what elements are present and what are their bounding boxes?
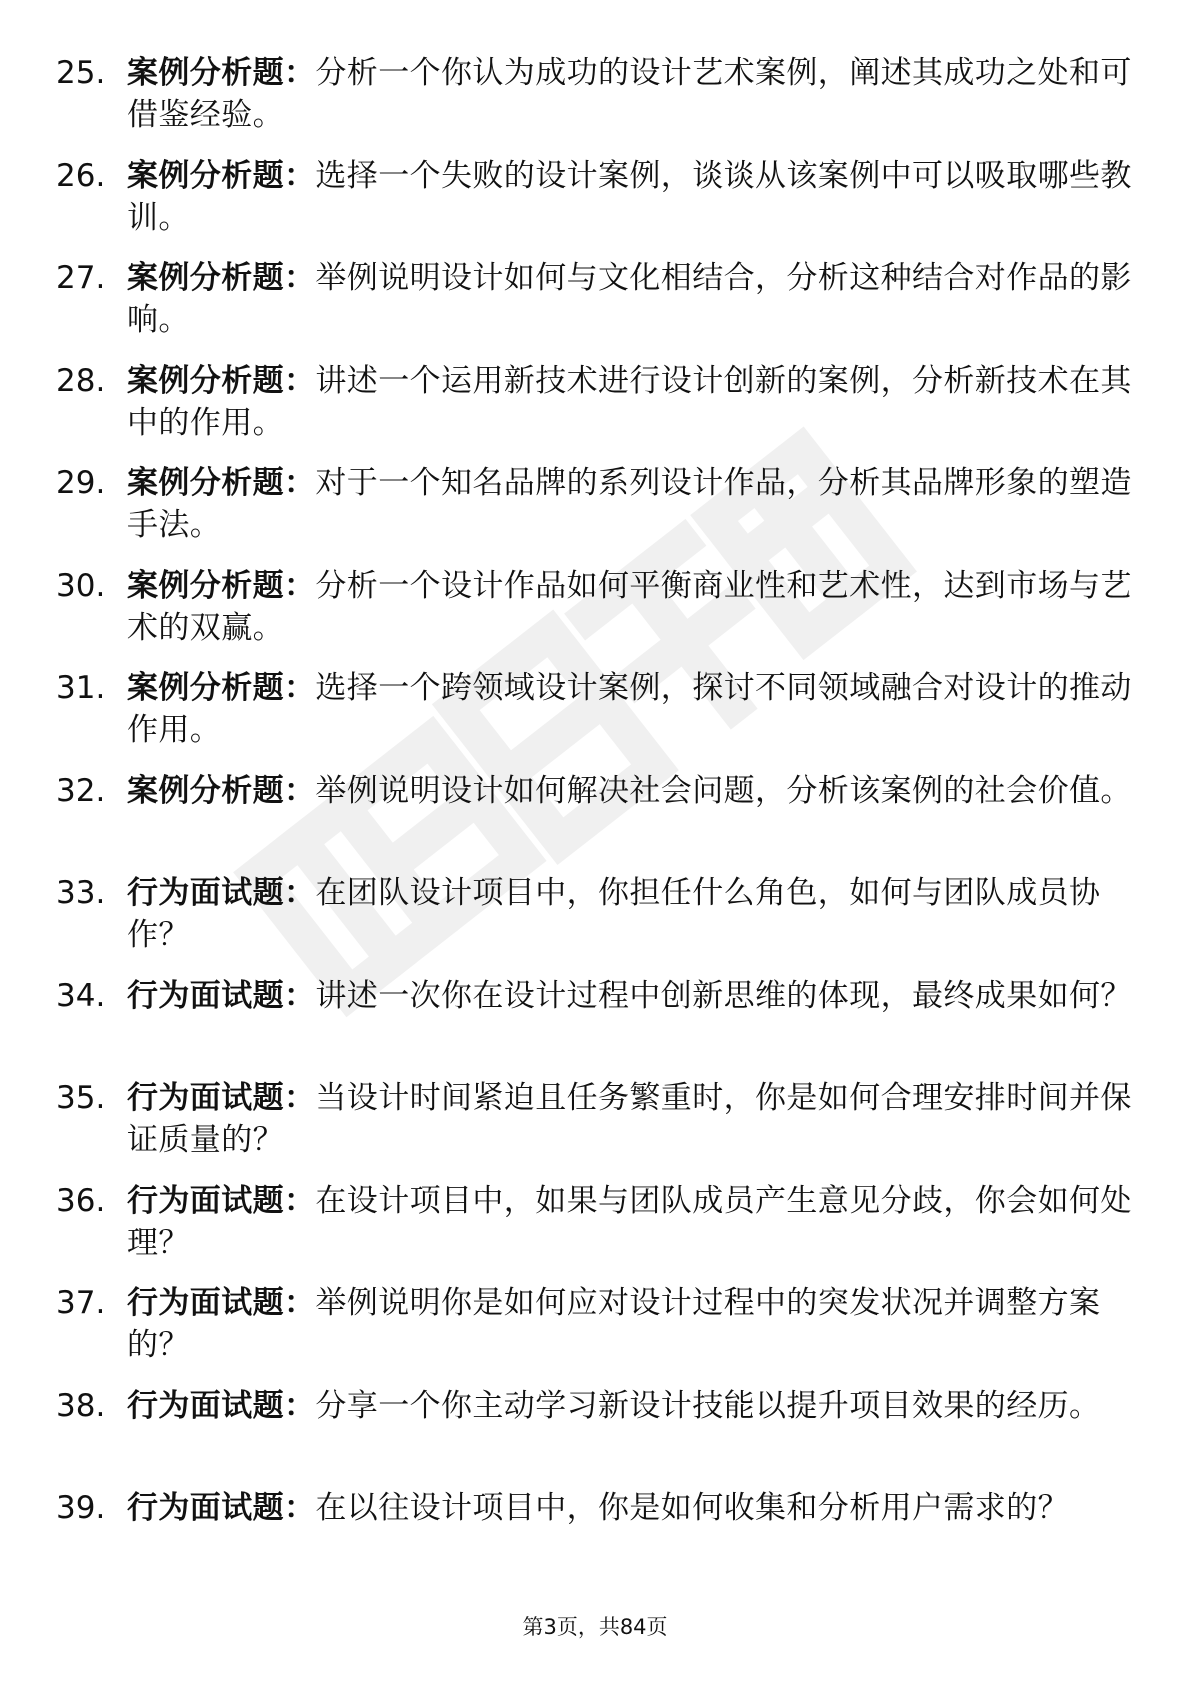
- question-text: [127, 1487, 1132, 1529]
- question-item: [0, 1180, 1190, 1283]
- question-item: [0, 1487, 1190, 1590]
- question-number: 32.: [56, 772, 106, 809]
- question-body: 对于一个知名品牌的系列设计作品，分析其品牌形象的塑造手法。: [127, 465, 1132, 543]
- question-number: 31.: [56, 670, 106, 706]
- question-number: 26.: [56, 157, 106, 194]
- question-text: [127, 770, 1132, 812]
- question-category: 行为面试题：: [127, 1182, 316, 1219]
- question-text: [127, 667, 1132, 751]
- question-body: 讲述一个运用新技术进行设计创新的案例，分析新技术在其中的作用。: [127, 362, 1132, 441]
- question-category: 案例分析题：: [127, 260, 316, 296]
- question-item: [0, 1282, 1190, 1385]
- question-item: [0, 155, 1190, 258]
- question-category: 案例分析题：: [127, 157, 316, 194]
- question-category: 行为面试题：: [127, 1285, 316, 1321]
- question-number: 36.: [56, 1182, 106, 1219]
- question-item: [0, 1077, 1190, 1180]
- question-text: [127, 872, 1132, 956]
- question-number: 37.: [56, 1285, 106, 1321]
- question-list: [0, 52, 1190, 1590]
- question-body: 举例说明设计如何与文化相结合，分析这种结合对作品的影响。: [127, 260, 1132, 338]
- question-body: 分享一个你主动学习新设计技能以提升项目效果的经历。: [315, 1387, 1101, 1424]
- question-number: 38.: [56, 1387, 106, 1424]
- question-category: 案例分析题：: [127, 55, 316, 91]
- question-text: [127, 1282, 1132, 1366]
- question-text: [127, 565, 1132, 649]
- question-number: 30.: [56, 567, 106, 604]
- question-body: 举例说明你是如何应对设计过程中的突发状况并调整方案的？: [127, 1285, 1101, 1363]
- question-number: 25.: [56, 55, 106, 91]
- question-text: [127, 52, 1132, 136]
- question-item: [0, 52, 1190, 155]
- question-item: [0, 667, 1190, 770]
- question-category: 案例分析题：: [127, 772, 316, 809]
- question-text: [127, 257, 1132, 341]
- question-number: 33.: [56, 875, 106, 911]
- question-item: [0, 462, 1190, 565]
- question-number: 39.: [56, 1490, 106, 1526]
- question-text: [127, 1180, 1132, 1264]
- question-item: [0, 770, 1190, 873]
- question-item: [0, 1385, 1190, 1488]
- question-number: 29.: [56, 465, 106, 501]
- question-text: [127, 462, 1132, 546]
- question-body: 当设计时间紧迫且任务繁重时，你是如何合理安排时间并保证质量的？: [127, 1080, 1132, 1158]
- question-text: [127, 975, 1132, 1017]
- question-text: [127, 155, 1132, 239]
- question-number: 27.: [56, 260, 106, 296]
- question-body: 分析一个设计作品如何平衡商业性和艺术性，达到市场与艺术的双赢。: [127, 567, 1132, 646]
- question-item: [0, 565, 1190, 668]
- question-body: 分析一个你认为成功的设计艺术案例，阐述其成功之处和可借鉴经验。: [127, 55, 1132, 133]
- question-category: 案例分析题：: [127, 465, 316, 501]
- question-text: [127, 1077, 1132, 1161]
- page-number: 第3页，共84页: [522, 1615, 668, 1639]
- question-text: [127, 360, 1132, 444]
- question-category: 行为面试题：: [127, 1490, 316, 1526]
- question-body: 在以往设计项目中，你是如何收集和分析用户需求的？: [315, 1490, 1070, 1526]
- question-category: 案例分析题：: [127, 567, 316, 604]
- question-category: 行为面试题：: [127, 1080, 316, 1116]
- question-category: 案例分析题：: [127, 362, 316, 399]
- question-body: 举例说明设计如何解决社会问题，分析该案例的社会价值。: [315, 772, 1132, 809]
- question-category: 行为面试题：: [127, 977, 316, 1014]
- question-body: 选择一个失败的设计案例，谈谈从该案例中可以吸取哪些教训。: [127, 157, 1132, 236]
- question-category: 行为面试题：: [127, 1387, 316, 1424]
- question-body: 在设计项目中，如果与团队成员产生意见分歧，你会如何处理？: [127, 1182, 1132, 1261]
- question-item: [0, 360, 1190, 463]
- question-item: [0, 975, 1190, 1078]
- question-number: 34.: [56, 977, 106, 1014]
- question-category: 案例分析题：: [127, 670, 316, 706]
- question-text: [127, 1385, 1132, 1427]
- question-body: 选择一个跨领域设计案例，探讨不同领域融合对设计的推动作用。: [127, 670, 1132, 748]
- question-number: 35.: [56, 1080, 106, 1116]
- question-body: 讲述一次你在设计过程中创新思维的体现，最终成果如何？: [315, 977, 1132, 1014]
- question-item: [0, 257, 1190, 360]
- question-item: [0, 872, 1190, 975]
- question-body: 在团队设计项目中，你担任什么角色，如何与团队成员协作？: [127, 875, 1101, 953]
- question-number: 28.: [56, 362, 106, 399]
- question-category: 行为面试题：: [127, 875, 316, 911]
